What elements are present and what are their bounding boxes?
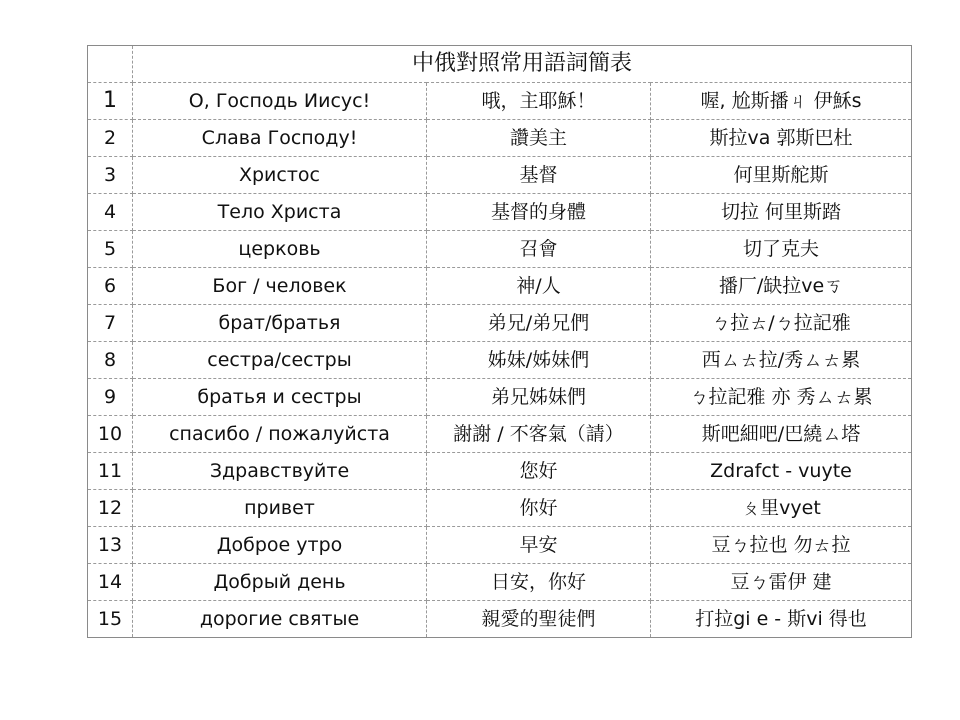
pronunciation-cell: 西ㄙㄊ拉/秀ㄙㄊ累 [651,342,912,379]
russian-cell: Здравствуйте [133,453,427,490]
chinese-cell: 你好 [427,490,651,527]
table-row [88,231,912,268]
pronunciation-cell: 喔, 尬斯播ㄐ 伊穌s [651,83,912,120]
phrase-table [87,45,912,638]
row-number: 15 [88,601,133,638]
russian-cell: О, Господь Иисус! [133,83,427,120]
chinese-cell: 讚美主 [427,120,651,157]
chinese-cell: 弟兄/弟兄們 [427,305,651,342]
row-number: 2 [88,120,133,157]
table-row [88,305,912,342]
table-row [88,83,912,120]
title-row [88,46,912,83]
russian-cell: брат/братья [133,305,427,342]
table-row [88,194,912,231]
pronunciation-cell: ㄆ里vyet [651,490,912,527]
chinese-cell: 早安 [427,527,651,564]
row-number: 5 [88,231,133,268]
russian-cell: Доброе утро [133,527,427,564]
table-title: 中俄對照常用語詞簡表 [133,46,912,83]
pronunciation-cell: 斯拉va 郭斯巴杜 [651,120,912,157]
row-number: 13 [88,527,133,564]
russian-cell: дорогие святые [133,601,427,638]
pronunciation-cell: 播厂/缺拉veㄎ [651,268,912,305]
russian-cell: Бог / человек [133,268,427,305]
row-number: 4 [88,194,133,231]
row-number: 3 [88,157,133,194]
table-row [88,342,912,379]
row-number: 11 [88,453,133,490]
chinese-cell: 基督的身體 [427,194,651,231]
table-row [88,453,912,490]
russian-cell: церковь [133,231,427,268]
row-number: 8 [88,342,133,379]
russian-cell: Слава Господу! [133,120,427,157]
pronunciation-cell: 斯吧細吧/巴繞ㄙ塔 [651,416,912,453]
russian-cell: Добрый день [133,564,427,601]
pronunciation-cell: 何里斯舵斯 [651,157,912,194]
pronunciation-cell: Zdrafct - vuyte [651,453,912,490]
row-number: 12 [88,490,133,527]
title-blank-cell [88,46,133,83]
table-row [88,490,912,527]
chinese-cell: 弟兄姊妹們 [427,379,651,416]
chinese-cell: 謝謝 / 不客氣（請） [427,416,651,453]
table-row [88,601,912,638]
russian-cell: братья и сестры [133,379,427,416]
table-row [88,416,912,453]
chinese-cell: 基督 [427,157,651,194]
chinese-cell: 哦，主耶穌！ [427,83,651,120]
russian-cell: Тело Христа [133,194,427,231]
row-number: 1 [88,83,133,120]
chinese-cell: 姊妹/姊妹們 [427,342,651,379]
table-row [88,379,912,416]
row-number: 9 [88,379,133,416]
pronunciation-cell: ㄅ拉ㄊ/ㄅ拉記雅 [651,305,912,342]
table-row [88,268,912,305]
row-number: 7 [88,305,133,342]
table-row [88,157,912,194]
pronunciation-cell: 豆ㄅ拉也 勿ㄊ拉 [651,527,912,564]
pronunciation-cell: 豆ㄅ雷伊 建 [651,564,912,601]
chinese-cell: 日安，你好 [427,564,651,601]
pronunciation-cell: 切拉 何里斯踏 [651,194,912,231]
pronunciation-cell: ㄅ拉記雅 亦 秀ㄙㄊ累 [651,379,912,416]
russian-cell: привет [133,490,427,527]
chinese-cell: 神/人 [427,268,651,305]
russian-cell: сестра/сестры [133,342,427,379]
chinese-cell: 親愛的聖徒們 [427,601,651,638]
russian-cell: спасибо / пожалуйста [133,416,427,453]
pronunciation-cell: 切了克夫 [651,231,912,268]
table-row [88,120,912,157]
chinese-cell: 您好 [427,453,651,490]
table-row [88,564,912,601]
pronunciation-cell: 打拉gi e - 斯vi 得也 [651,601,912,638]
table-body [88,46,912,638]
table-row [88,527,912,564]
row-number: 6 [88,268,133,305]
row-number: 10 [88,416,133,453]
chinese-cell: 召會 [427,231,651,268]
russian-cell: Христос [133,157,427,194]
row-number: 14 [88,564,133,601]
